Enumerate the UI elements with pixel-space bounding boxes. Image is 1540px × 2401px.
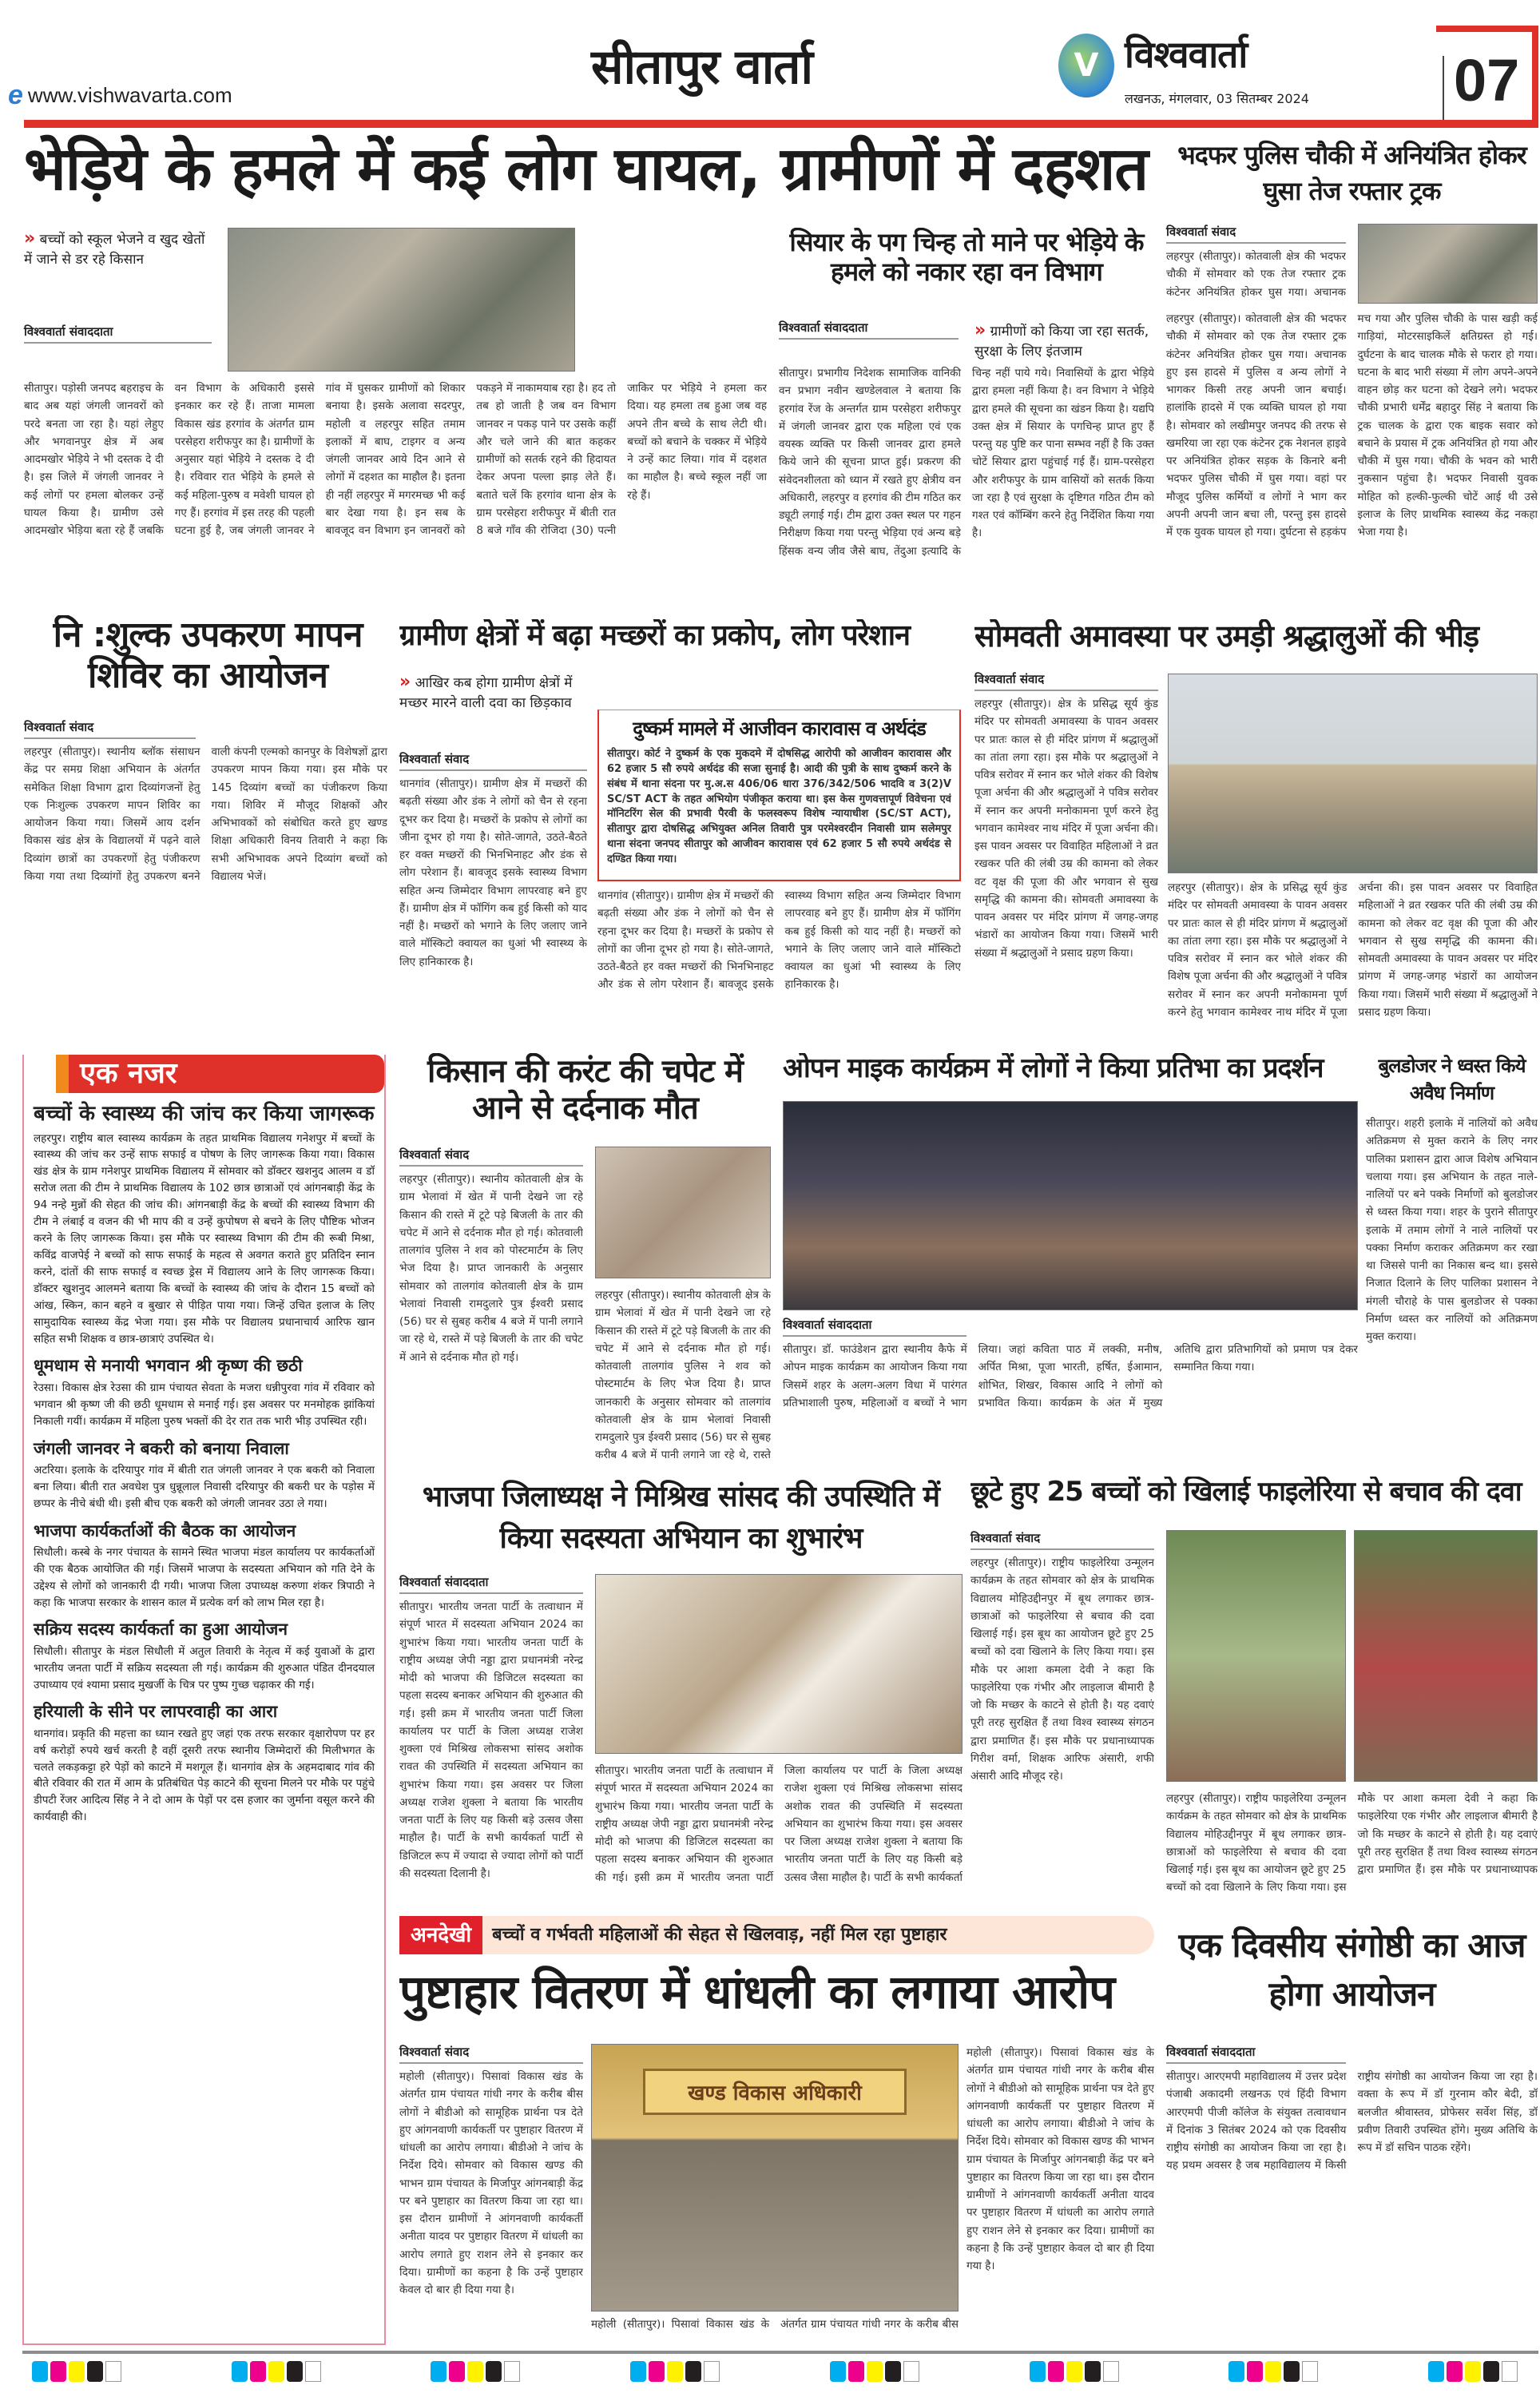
camp-headline: नि :शुल्क उपकरण मापन शिविर का आयोजन (53, 615, 363, 696)
color-bar (1428, 2361, 1518, 2382)
court-box (597, 710, 961, 881)
andekhi-label: अनदेखी (399, 1916, 482, 1954)
seminar-headline: एक दिवसीय संगोष्ठी का आज होगा आयोजन (1178, 1926, 1526, 2013)
truck-article (1166, 224, 1538, 603)
farmer-body-continued: लहरपुर (सीतापुर)। स्थानीय कोतवाली क्षेत्र के ग्राम भेलावां में खेत में पानी देखने जा रहे किसान की रास्ते में टूटे पड़े बिजली के तार की चपेट में आने से दर्दनाक मौत हो गई। कोतवाली तालगांव पुलिस ने शव को पोस्टमार्टम के लिए भेज दिया है। प्राप्त जानकारी के अनुसार सोमवार को तालगांव कोतवाली क्षेत्र के ग्राम भेलावां निवासी रामदुलारे पुत्र ईश्वरी प्रसाद (56) घर से सुबह करीब 4 बजे में पानी लगाने जा रहे थे, रास्ते (595, 1289, 771, 1462)
ek-nazar-item (34, 1701, 375, 1826)
byline: विश्ववार्ता संवाद (399, 1147, 583, 1167)
color-bar (1228, 2361, 1318, 2382)
item-headline: जंगली जानवर ने बकरी को बनाया निवाला (34, 1438, 289, 1458)
color-bar (232, 2361, 321, 2382)
office-sign: खण्ड विकास अधिकारी (643, 2069, 907, 2115)
andekhi-band (399, 1916, 1154, 1954)
wolf-photo (228, 228, 575, 372)
brand-name: विश्ववार्ता (1125, 33, 1248, 76)
openmic-photo (783, 1101, 1358, 1310)
mosquito-body-continued: थानगांव (सीतापुर)। ग्रामीण क्षेत्र में मच्छरों की बढ़ती संख्या और डंक ने लोगों को चैन से रहना दूभर कर दिया है। मच्छरों के प्रकोप से लोगों का जीना दूभर हो गया है। सोते-जागते, उठते-बैठते हर वक्त मच्छरों की भिनभिनाहट और डंक से लोग परेशान हैं। बावजूद इसके स्वास्थ्य विभाग सहित अन्य जिम्मेदार विभाग लापरवाह बने हुए हैं। ग्रामीण क्षेत्र में फॉगिंग कब हुई किसी को याद नहीं है। मच्छरों को भगाने के लिए जलाए जाने वाले मॉस्किटो क्वायल का धुआं भी स्वास्थ्य के लिए हानिकारक है। (597, 889, 961, 992)
farmer-headline: किसान की करंट की चपेट में आने से दर्दनाक मौत (427, 1053, 743, 1127)
color-bar (431, 2361, 520, 2382)
nutrition-headline: पुष्टाहार वितरण में धांधली का लगाया आरोप (399, 1966, 1115, 2019)
camp-article (24, 719, 387, 1031)
filaria-body: लहरपुर (सीतापुर)। राष्ट्रीय फाइलेरिया उन्मूलन कार्यक्रम के तहत सोमवार को क्षेत्र के प्राथमिक विद्यालय मोहिउद्दीनपुर में बूथ लगाकर छात्र-छात्राओं को फाइलेरिया से बचाव की दवा खिलाई गई। इस बूथ का आयोजन छूटे हुए 25 बच्चों को दवा खिलाने के लिए किया गया। इस मौके पर आशा कमला देवी ने कहा कि फाइलेरिया एक गंभीर और लाइलाज बीमारी है जो कि मच्छर के काटने से होती है। यह दवाएं पूरी तरह सुरक्षित हैं तथा विश्व स्वास्थ्य संगठन द्वारा प्रमाणित हैं। इस मौके पर प्रधानाध्यापक गिरीश वर्मा, शिक्षक आरिफ अंसारी, शफी अंसारी आदि मौजूद रहे। (970, 1556, 1154, 1783)
byline: विश्ववार्ता संवाद (24, 719, 196, 739)
ek-nazar-item (34, 1521, 375, 1612)
page-number: 07 (1454, 47, 1520, 113)
nutrition-body: महोली (सीतापुर)। पिसावां विकास खंड के अंतर्गत ग्राम पंचायत गांधी नगर के करीब बीस लोगों ने बीडीओ को सामूहिक प्रार्थना पत्र देते हुए आंगनवाणी कार्यकर्ती पर पुष्टाहार वितरण में धांधली का आरोप लगाया। बीडीओ ने जांच के निर्देश दिये। सोमवार को विकास खण्ड की भाभन ग्राम पंचायत के मिर्जापुर आंगनबाड़ी केंद्र पर बने पुष्टाहार का वितरण किया जा रहा था। इस दौरान ग्रामीणों ने आंगनवाणी कार्यकर्ती अनीता यादव पर पुष्टाहार वितरण में धांधली का आरोप लगाते हुए राशन लेने से इनकार कर दिया। ग्रामीणों का कहना है कि उन्हें पुष्टाहार केवल दो बार ही दिया गया है। (399, 2070, 583, 2297)
amavasya-article (974, 671, 1158, 1031)
nutrition-body-continued: महोली (सीतापुर)। पिसावां विकास खंड के अंतर्गत ग्राम पंचायत गांधी नगर के करीब बीस लोगों ने बीडीओ को सामूहिक प्रार्थना पत्र देते हुए आंगनवाणी कार्यकर्ती पर पुष्टाहार वितरण में धांधली का आरोप लगाया। बीडीओ ने जांच के निर्देश दिये। सोमवार को विकास खण्ड की भाभन ग्राम पंचायत के मिर्जापुर आंगनबाड़ी केंद्र पर बने पुष्टाहार का वितरण किया जा रहा था। इस दौरान ग्रामीणों ने आंगनवाणी कार्यकर्ती अनीता यादव पर पुष्टाहार वितरण में धांधली का आरोप लगाते हुए राशन लेने से इनकार कर दिया। ग्रामीणों का कहना है कि उन्हें पुष्टाहार केवल दो बार ही दिया गया है। (966, 2046, 1154, 2273)
amavasya-body-continued: लहरपुर (सीतापुर)। क्षेत्र के प्रसिद्ध सूर्य कुंड मंदिर पर सोमवती अमावस्या के पावन अवसर पर प्रातः काल से ही मंदिर प्रांगण में श्रद्धालुओं का तांता लगा रहा। इस मौके पर श्रद्धालुओं ने पवित्र सरोवर में स्नान कर भोले शंकर की विशेष पूजा अर्चना की और श्रद्धालुओं ने पवित्र सरोवर में स्नान कर अपनी मनोकामना पूर्ण करने हेतु भगवान कामेश्वर नाथ मंदिर में पूजा अर्चना की। इस पावन अवसर पर विवाहित महिलाओं ने व्रत रखकर पति की लंबी उम्र की कामना को लेकर वट वृक्ष की पूजा की और भगवान से सुख समृद्धि की कामना की। सोमवती अमावस्या के पावन अवसर पर मंदिर प्रांगण में जगह-जगह भंडारों का आयोजन किया गया। जिसमें भारी संख्या में श्रद्धालुओं ने प्रसाद ग्रहण किया। (1168, 881, 1538, 1019)
item-body: लहरपुर। राष्ट्रीय बाल स्वास्थ्य कार्यक्रम के तहत प्राथमिक विद्यालय गनेशपुर में बच्चों के स्वास्थ्य की जांच कर उन्हें साफ सफाई व पोषण के लिए जागरूक किया गया। विकास खंड क्षेत्र के ग्राम गनेशपुर प्राथमिक विद्यालय में सोमवार को डॉक्टर खशनुद आलम व डॉ सरोज लता की टीम ने प्राथमिक विद्यालय के 102 छात्र छात्राओं एवं आंगनबाड़ी केंद्र के 94 नन्हे मुन्नों की सेहत की जांच की। आंगनबाड़ी केंद्र के बच्चों की स्वास्थ्य विभाग की टीम ने लंबाई व वजन की भी माप की व उन्हें कुपोषण से बचने के लिए पौष्टिक भोजन करने के लिए जागरूक किया। इस मौके पर स्वास्थ्य विभाग की टीम की रूबी मिश्रा, कविंद्र वाजपेई ने बच्चों को साफ सफाई के महत्व से अवगत कराते हुए प्रतिदिन स्नान करने, दांतों की साफ सफाई व स्वच्छ ड्रेस में विद्यालय आने के लिए जागरूक किया। डॉक्टर खुशनुद आलमने बताया कि बच्चों के स्वास्थ्य की जांच के दौरान 15 बच्चों को आंख, स्किन, कान बहने व बुखार से पीड़ित पाया गया। जिन्हें उचित इलाज के लिए सामुदायिक स्वास्थ्य केंद्र भेजा गया। इस मौके पर विद्यालय प्रधानाचार्य आरिफ खान सहित सभी शिक्षक व छात्र-छात्राएं उपस्थित थे। (34, 1131, 375, 1346)
page-divider (1443, 56, 1444, 124)
mosquito-headline: ग्रामीण क्षेत्रों में बढ़ा मच्छरों का प्रकोप, लोग परेशान (399, 619, 911, 652)
item-body: सिधौली। सीतापुर के मंडल सिधौली में अतुल तिवारी के नेतृत्व में कई युवाओं के द्वारा भारतीय जनता पार्टी में सक्रिय सदस्यता ली गई। कार्यक्रम की शुरुआत पंडित दीनदयाल उपाध्याय एवं श्यामा प्रसाद मुखर्जी के चित्र पर पुष्प गुच्छ चढ़ाकर की गई। (34, 1644, 375, 1691)
browser-e-icon: e (8, 80, 23, 110)
ek-nazar-item (34, 1438, 375, 1513)
mosquito-article (399, 751, 587, 1031)
ek-nazar-box (22, 1055, 386, 2345)
wolf-article (24, 228, 767, 603)
filaria-photo-2 (1354, 1530, 1538, 1782)
nutrition-article (399, 2044, 1154, 2343)
bjp-body: सीतापुर। भारतीय जनता पार्टी के तत्वाधान में संपूर्ण भारत में सदस्यता अभियान 2024 का शुभारंभ किया गया। भारतीय जनता पार्टी के राष्ट्रीय अध्यक्ष जेपी नड्डा द्वारा प्रधानमंत्री नरेन्द्र मोदी को भाजपा की डिजिटल सदस्यता का पहला सदस्य बनाकर अभियान की शुरुआत की गई। इसी क्रम में भारतीय जनता पार्टी जिला कार्यालय पर पार्टी के जिला अध्यक्ष राजेश शुक्ला एवं मिश्रिख लोकसभा सांसद अशोक रावत की उपस्थिति में सदस्यता अभियान का शुभारंभ किया गया। इस अवसर पर जिला अध्यक्ष राजेश शुक्ला ने बताया कि भारतीय जनता पार्टी के लिए यह किसी बड़े उत्सव जैसा माहौल है। पार्टी के सभी कार्यकर्ता पार्टी से डिजिटल रूप में ज्यादा से ज्यादा लोगों को पार्टी की सदस्यता दिलानी है। (399, 1600, 583, 1880)
item-body: थानगांव। प्रकृति की महत्ता का ध्यान रखते हुए जहां एक तरफ सरकार वृक्षारोपण पर हर वर्ष करोड़ों रुपये खर्च करती है वहीं दूसरी तरफ स्थानीय जिम्मेदारों की मिलीभगत के चलते लकड़कट्टा हरे पेड़ों को काटने में मशगूल हैं। थानगांव क्षेत्र के अहमदाबाद गांव की बीते रविवार की रात में आम के प्रतिबंधित पेड़ काटने की सूचना मिलने पर मौके पर पहुंचे डीपटी रेंजर आदित्य सिंह ने ने दो आम के पेड़ों पर दस हजार का जुर्माना वसूल करने की कार्यवाही की। (34, 1727, 375, 1824)
camp-body: लहरपुर (सीतापुर)। स्थानीय ब्लॉक संसाधन केंद्र पर समग्र शिक्षा अभियान के अंतर्गत समेकित शिक्षा विभाग द्वारा दिव्यांगजनों हेतु एक निःशुल्क उपकरण मापन शिविर का आयोजन किया गया। जिसमें आय दर्शन विकास खंड क्षेत्र के विद्यालयों में पढ़ने वाले दिव्यांग छात्रों का उपकरणों हेतु पंजीकरण किया गया तथा दिव्यांगों हेतु उपकरण बनने वाली कंपनी एल्मको कानपुर के विशेषज्ञों द्वारा उपकरण मापन किया गया। इस मौके पर 145 दिव्यांग बच्चों का पंजीकरण किया गया। शिविर में मौजूद शिक्षकों और अभिभावकों को संबोधित करते हुए खण्ड शिक्षा अधिकारी विनय तिवारी ने कहा कि सभी अभिभावक अपने दिव्यांग बच्चों को विद्यालय भेजें। (24, 745, 387, 883)
ek-nazar-item (34, 1355, 375, 1429)
wolf-kicker: » बच्चों को स्कूल भेजने व खुद खेतों में जाने से डर रहे किसान (24, 229, 205, 268)
openmic-body: सीतापुर। डॉ. फाउंडेशन द्वारा स्थानीय कैफे में ओपन माइक कार्यक्रम का आयोजन किया गया जिसमें शहर के अलग-अलग विधा में पारंगत प्रतिभाशाली पुरुष, महिलाओं व बच्चों ने भाग लिया। जहां कविता पाठ में लक्की, मनीष, अर्पित मिश्रा, पूजा भारती, हर्षित, ईआमान, शोभित, शिखर, विकास आदि ने लोगों को प्रभावित किया। कार्यक्रम के अंत में मुख्य अतिथि द्वारा प्रतिभागियों को प्रमाण पत्र देकर सम्मानित किया गया। (783, 1343, 1358, 1409)
byline: विश्ववार्ता संवाददाता (24, 324, 212, 344)
dateline: लखनऊ, मंगलवार, 03 सितम्बर 2024 (1125, 91, 1309, 106)
byline: विश्ववार्ता संवाद (399, 2044, 583, 2064)
item-headline: हरियाली के सीने पर लापरवाही का आरा (34, 1702, 278, 1722)
mosquito-kicker: » आखिर कब होगा ग्रामीण क्षेत्रों में मच्छर मारने वाली दवा का छिड़काव (399, 672, 573, 711)
item-headline: बच्चों के स्वास्थ्य की जांच कर किया जागरूक (34, 1102, 375, 1126)
nutrition-body-continued: महोली (सीतापुर)। पिसावां विकास खंड के अंतर्गत ग्राम पंचायत गांधी नगर के करीब बीस (591, 2318, 959, 2331)
byline: विश्ववार्ता संवाद (970, 1530, 1154, 1550)
bulldozer-body: सीतापुर। शहरी इलाके में नालियों को अवैध अतिक्रमण से मुक्त कराने के लिए नगर पालिका प्रशासन द्वारा आज विशेष अभियान चलाया गया। इस अभियान के तहत नाले-नालियों पर बने पक्के निर्माणों को बुलडोजर से ध्वस्त किया गया। शहर के पुराने सीतापुर इलाके में तमाम लोगों ने नाले नालियों पर पक्का निर्माण कराकर अतिक्रमण कर रखा था जिससे पानी का निकास बन्द था। इससे निजात दिलाने के लिए पालिका प्रशासन ने मंगली चौराहे के पास बुलडोजर से पक्का निर्माण ध्वस्त कर नालियों को अतिक्रमण मुक्त कराया। (1366, 1117, 1538, 1344)
item-headline: सक्रिय सदस्य कार्यकर्ता का हुआ आयोजन (34, 1620, 288, 1640)
quote-mark-icon: » (974, 320, 986, 340)
bulldozer-headline: बुलडोजर ने ध्वस्त किये अवैध निर्माण (1378, 1055, 1526, 1104)
jackal-headline: सियार के पग चिन्ह तो माने पर भेड़िये के हमले को नकार रहा वन विभाग (789, 228, 1144, 287)
bjp-article (399, 1574, 963, 1902)
byline: विश्ववार्ता संवाद (974, 671, 1158, 691)
masthead (0, 0, 1540, 132)
truck-photo (1358, 224, 1538, 304)
quote-mark-icon: » (399, 672, 411, 692)
truck-body: लहरपुर (सीतापुर)। कोतवाली क्षेत्र की भदफर चौकी में सोमवार को एक तेज रफ्तार ट्रक कंटेनर अनियंत्रित होकर घुस गया। अचानक हुए इस हादसे में पुलिस व अन्य लोगों ने भागकर किसी तरह अपनी जान बचाई। हालांकि हादसे में एक व्यक्ति घायल हो गया है। सोमवार को लखीमपुर जनपद की तरफ से खमरिया जा रहा एक कंटेनर ट्रक नेशनल हाइवे पर अनियंत्रित होकर सड़क के किनारे बनी भदफर पुलिस चौकी में घुस गया। वहां पर मौजूद पुलिस कर्मियों व लोगों ने भाग कर अपनी अपनी जान बचा ली, परन्तु इस हादसे में एक युवक घायल हो गया। दुर्घटना से हड़कंप मच गया और पुलिस चौकी के पास खड़ी कई गाड़ियां, मोटरसाइकिलें क्षतिग्रस्त हो गई। दुर्घटना के बाद चालक मौके से फरार हो गया। घटना के बाद भारी संख्या में लोग अपने-अपने वाहन छोड़ कर घटना को देखने लगे। भदफर चौकी प्रभारी धर्मेंद्र बहादुर सिंह ने बताया कि ट्रक चालक के द्वारा एक बाइक सवार को बचाने के प्रयास में ट्रक अनियंत्रित हो गया और चौकी में घुस गया। चौकी के भवन को भारी नुकसान पहुंचा है। भदफर निवासी युवक मोहित को हल्की-फुल्की चोटें आई थी उसे इलाज के लिए प्राथमिक स्वास्थ्य केंद्र नकहा भेजा गया है। (1166, 312, 1538, 539)
bjp-body-continued: सीतापुर। भारतीय जनता पार्टी के तत्वाधान में संपूर्ण भारत में सदस्यता अभियान 2024 का शुभारंभ किया गया। भारतीय जनता पार्टी के राष्ट्रीय अध्यक्ष जेपी नड्डा द्वारा प्रधानमंत्री नरेन्द्र मोदी को भाजपा की डिजिटल सदस्यता का पहला सदस्य बनाकर अभियान की शुरुआत की गई। इसी क्रम में भारतीय जनता पार्टी जिला कार्यालय पर पार्टी के जिला अध्यक्ष राजेश शुक्ला एवं मिश्रिख लोकसभा सांसद अशोक रावत की उपस्थिति में सदस्यता अभियान का शुभारंभ किया गया। इस अवसर पर जिला अध्यक्ष राजेश शुक्ला ने बताया कि भारतीय जनता पार्टी के लिए यह किसी बड़े उत्सव जैसा माहौल है। पार्टी के सभी कार्यकर्ता (595, 1764, 963, 1884)
page-number-box (1436, 26, 1538, 128)
item-headline: भाजपा कार्यकर्ताओं की बैठक का आयोजन (34, 1521, 296, 1540)
ek-nazar-item (34, 1619, 375, 1693)
byline: विश्ववार्ता संवाददाता (783, 1317, 966, 1337)
registration-marks (32, 2361, 1518, 2382)
temple-photo (1168, 674, 1538, 873)
wolf-body: सीतापुर। पड़ोसी जनपद बहराइच के बाद अब यहां जंगली जानवरों को परदे बनता जा रहा है। यहां लेहुए और भगवानपुर क्षेत्र में अब आदमखोर भेड़िये ने भी दस्तक दे दी है। इस जिले में जंगली जानवर ने कई लोगों पर हमला बोलकर उन्हें घायल किया है। ग्रामीण उसे आदमखोर भेड़िया बता रहे हैं जबकि वन विभाग के अधिकारी इससे इनकार कर रहे हैं। ताजा मामला विकास खंड हरगांव के अंतर्गत ग्राम परसेहरा शरीफपुर का है। ग्रामीणों के अनुसार यहां भेड़िये ने दस्तक दे दी है। रविवार रात भेड़िये के हमले से कई महिला-पुरुष व मवेशी घायल हो गए हैं। हरगांव में इस तरह की पहली घटना हुई है, जब जंगली जानवर ने गांव में घुसकर ग्रामीणों को शिकार बनाया है। इसके अलावा सदरपुर, महोली व लहरपुर सहित तमाम इलाकों में बाघ, टाइगर व अन्य जंगली जानवर आये दिन आने से लोगों में दहशत का माहौल है। इतना ही नहीं लहरपुर में मगरमच्छ भी कई बार देखा गया है। इन सब के बावजूद वन विभाग इन जानवरों को पकड़ने में नाकामयाब रहा है। हद तो तब हो जाती है जब वन विभाग जानवर न पकड़ पाने पर उसके कहीं और चले जाने की बात कहकर ग्रामीणों को सतर्क रहने की हिदायत देकर अपना पल्ला झाड़ लेते हैं। बताते चलें कि हरगांव थाना क्षेत्र के ग्राम परसेहरा शरीफपुर में बीती रात 8 बजे गाँव की रोजिदा (30) पत्नी जाकिर पर भेड़िये ने हमला कर दिया। यह हमला तब हुआ जब वह अपने तीन बच्चे के साथ लेटी थी। बच्चों को बचाने के चक्कर में भेड़िये ने उन्हें काट लिया। गांव में दहशत का माहौल है। बच्चे स्कूल नहीं जा रहे हैं। (24, 382, 767, 538)
byline: विश्ववार्ता संवाददाता (399, 1574, 583, 1594)
bjp-headline: भाजपा जिलाध्यक्ष ने मिश्रिख सांसद की उपस्थिति में किया सदस्यता अभियान का शुभारंभ (422, 1481, 940, 1556)
color-bar (630, 2361, 720, 2382)
farmer-photo (595, 1147, 771, 1278)
filaria-article (970, 1530, 1538, 1902)
byline: विश्ववार्ता संवाददाता (1166, 2044, 1346, 2064)
filaria-photo-1 (1166, 1530, 1346, 1782)
wolf-byline-wrap (24, 324, 212, 348)
nutrition-photo (591, 2044, 959, 2312)
section-title: सीतापुर वार्ता (591, 39, 812, 95)
item-body: सिधौली। कस्बे के नगर पंचायत के सामने स्थित भाजपा मंडल कार्यालय पर कार्यकर्ताओं की एक बैठक आयोजित की गई। जिसमें भाजपा के सदस्यता अभियान को गति देने के उद्देश्य से लोगों को जानकारी दी गयी। भाजपा जिला उपाध्यक्ष करुणा शंकर त्रिपाठी ने कहा कि भाजपा सरकार के शासन काल में प्रत्येक वर्ग को लाभ मिल रहा है। (34, 1545, 375, 1609)
court-body: सीतापुर। कोर्ट ने दुष्कर्म के एक मुकदमे में दोषसिद्ध आरोपी को आजीवन कारावास और 62 हजार 5 सौ रुपये अर्थदंड की सजा सुनाई है। आदी की पुत्री के साथ दुष्कर्म करने के संबंध में थाना संदना पर मु.अ.स 406/06 धारा 376/342/506 भादवि व 3(2)V SC/ST ACT के तहत अभियोग पंजीकृत कराया था। इस केस गुणवत्तापूर्ण विवेचना एवं मॉनिटरिंग सेल की प्रभावी पैरवी के फलस्वरूप विशेष न्यायाधीश (SC/ST ACT), सीतापुर द्वारा दोषसिद्ध अभियुक्त अनिल तिवारी पुत्र परमेश्वरदीन निवासी ग्राम सलेमपुर थाना संदना जनपद सीतापुर को आजीवन कारावास एवं 62 हजार 5 सौ रुपये अर्थदंड से दण्डित किया गया। (607, 748, 951, 865)
amavasya-body: लहरपुर (सीतापुर)। क्षेत्र के प्रसिद्ध सूर्य कुंड मंदिर पर सोमवती अमावस्या के पावन अवसर पर प्रातः काल से ही मंदिर प्रांगण में श्रद्धालुओं का तांता लगा रहा। इस मौके पर श्रद्धालुओं ने पवित्र सरोवर में स्नान कर भोले शंकर की विशेष पूजा अर्चना की और श्रद्धालुओं ने पवित्र सरोवर में स्नान कर अपनी मनोकामना पूर्ण करने हेतु भगवान कामेश्वर नाथ मंदिर में पूजा अर्चना की। इस पावन अवसर पर विवाहित महिलाओं ने व्रत रखकर पति की लंबी उम्र की कामना को लेकर वट वृक्ष की पूजा की और भगवान से सुख समृद्धि की कामना की। सोमवती अमावस्या के पावन अवसर पर मंदिर प्रांगण में जगह-जगह भंडारों का आयोजन किया गया। जिसमें भारी संख्या में श्रद्धालुओं ने प्रसाद ग्रहण किया। (974, 698, 1158, 960)
ek-nazar-item (34, 1101, 375, 1347)
byline: विश्ववार्ता संवाददाता (779, 320, 959, 340)
color-bar (830, 2361, 919, 2382)
item-body: रेउसा। विकास क्षेत्र रेउसा की ग्राम पंचायत सेवता के मजरा धन्नीपुरवा गांव में रविवार को भगवान श्री कृष्ण जी की छठी धूमधाम से मनाई गई। इस अवसर पर मनमोहक झांकियां निकाली गयीं। कार्यक्रम में महिला पुरुष भक्तों की देर रात तक भारी भीड़ उपस्थित रही। (34, 1381, 375, 1428)
filaria-body-continued: लहरपुर (सीतापुर)। राष्ट्रीय फाइलेरिया उन्मूलन कार्यक्रम के तहत सोमवार को क्षेत्र के प्राथमिक विद्यालय मोहिउद्दीनपुर में बूथ लगाकर छात्र-छात्राओं को फाइलेरिया से बचाव की दवा खिलाई गई। इस बूथ का आयोजन छूटे हुए 25 बच्चों को दवा खिलाने के लिए किया गया। इस मौके पर आशा कमला देवी ने कहा कि फाइलेरिया एक गंभीर और लाइलाज बीमारी है जो कि मच्छर के काटने से होती है। यह दवाएं पूरी तरह सुरक्षित हैं तथा विश्व स्वास्थ्य संगठन द्वारा प्रमाणित हैं। इस मौके पर प्रधानाध्यापक (1166, 1792, 1538, 1894)
byline: विश्ववार्ता संवाद (399, 751, 587, 771)
jackal-body: सीतापुर। प्रभागीय निदेशक सामाजिक वानिकी वन प्रभाग नवीन खण्डेलवाल ने बताया कि हरगांव रेंज के अन्तर्गत ग्राम परसेहरा शरीफपुर में जंगली जानवर द्वारा एक महिला एवं एक वयस्क व्यक्ति पर किसी जानवर द्वारा हमले किये जाने की सूचना प्राप्त हुई। प्रकरण की संवेदनशीलता को ध्यान में रखते हुए क्षेत्रीय वन अधिकारी, लहरपुर व हरगांव की टीम गठित कर ड्यूटी लगाई गई। टीम द्वारा उक्त स्थल पर गहन निरीक्षण किया गया परन्तु भेड़िया एवं अन्य बड़े हिंसक वन्य जीव जैसे बाघ, तेंदुआ इत्यादि के चिन्ह नहीं पाये गये। निवासियों के द्वारा भेड़िये द्वारा हमला नहीं किया है। वन विभाग ने भेड़िये द्वारा हमले की सूचना का खंडन किया है। यद्यपि उक्त क्षेत्र में सियार के पगचिन्ह प्राप्त हुए हैं परन्तु यह पुष्टि कर पाना सम्भव नहीं है कि उक्त चोटें सियार द्वारा पहुंचाई गई हैं। ग्राम-परसेहरा और शरीफपुर के ग्राम वासियों को सतर्क किया जा रहा है एवं सुरक्षा के दृष्टिगत गठित टीम को गश्त एवं कॉम्बिंग करने हेतु निर्देशित किया गया है। (779, 367, 1154, 558)
item-body: अटरिया। इलाके के दरियापुर गांव में बीती रात जंगली जानवर ने एक बकरी को निवाला बना लिया। बीती रात अवधेश पुत्र धुन्नूलाल निवासी दरियापुर की बकरी घर के पड़ोस में छप्पर के नीचे बंधी थी। इसी बीच एक बकरी को जंगली जानवर उठा ले गया। (34, 1463, 375, 1510)
brand-logo-icon: V (1058, 34, 1114, 97)
andekhi-text: बच्चों व गर्भवती महिलाओं की सेहत से खिलवाड़, नहीं मिल रहा पुष्टाहार (492, 1925, 947, 1945)
openmic-article (783, 1317, 1358, 1462)
mosquito-body: थानगांव (सीतापुर)। ग्रामीण क्षेत्र में मच्छरों की बढ़ती संख्या और डंक ने लोगों को चैन से रहना दूभर कर दिया है। मच्छरों के प्रकोप से लोगों का जीना दूभर हो गया है। सोते-जागते, उठते-बैठते हर वक्त मच्छरों की भिनभिनाहट और डंक से लोग परेशान हैं। बावजूद इसके स्वास्थ्य विभाग सहित अन्य जिम्मेदार विभाग लापरवाह बने हुए हैं। ग्रामीण क्षेत्र में फॉगिंग कब हुई किसी को याद नहीं है। मच्छरों को भगाने के लिए जलाए जाने वाले मॉस्किटो क्वायल का धुआं भी स्वास्थ्य के लिए हानिकारक है। (399, 777, 587, 968)
bjp-photo (595, 1574, 963, 1754)
website-link[interactable]: e www.vishwavarta.com (8, 80, 232, 110)
seminar-body: सीतापुर। आरएमपी महाविद्यालय में उत्तर प्रदेश पंजाबी अकादमी लखनऊ एवं हिंदी विभाग आरएमपी पीजी कॉलेज के संयुक्त तत्वावधान में दिनांक 3 सितंबर 2024 को एक दिवसीय राष्ट्रीय संगोष्ठी का आयोजन किया जा रहा है। यह प्रथम अवसर है जब महाविद्यालय में किसी राष्ट्रीय संगोष्ठी का आयोजन किया जा रहा है। वक्ता के रूप में डॉ गुरनाम कौर बेदी, डॉ बलजीत श्रीवास्तव, प्रोफेसर सर्वेश सिंह, डॉ प्रवीण तिवारी उपस्थित होंगे। मुख्य अतिथि के रूप में डॉ सचिन पाठक रहेंगे। (1166, 2070, 1538, 2172)
court-headline: दुष्कर्म मामले में आजीवन कारावास व अर्थदंड (633, 718, 926, 740)
farmer-body: लहरपुर (सीतापुर)। स्थानीय कोतवाली क्षेत्र के ग्राम भेलावां में खेत में पानी देखने जा रहे किसान की रास्ते में टूटे पड़े बिजली के तार की चपेट में आने से दर्दनाक मौत हो गई। कोतवाली तालगांव पुलिस ने शव को पोस्टमार्टम के लिए भेज दिया है। प्राप्त जानकारी के अनुसार सोमवार को तालगांव कोतवाली क्षेत्र के ग्राम भेलावां निवासी रामदुलारे पुत्र ईश्वरी प्रसाद (56) घर से सुबह करीब 4 बजे में पानी लगाने जा रहे थे, रास्ते में पड़े बिजली के तार की चपेट में आने से दर्दनाक मौत हो गई। (399, 1173, 583, 1364)
amavasya-headline: सोमवती अमावस्या पर उमड़ी श्रद्धालुओं की भीड़ (974, 619, 1479, 654)
openmic-headline: ओपन माइक कार्यक्रम में लोगों ने किया प्रतिभा का प्रदर्शन (783, 1053, 1324, 1084)
jackal-kicker: » ग्रामीणों को किया जा रहा सतर्क, सुरक्षा के लिए इंतजाम (974, 320, 1154, 360)
quote-mark-icon: » (24, 229, 36, 248)
item-headline: धूमधाम से मनायी भगवान श्री कृष्ण की छठी (34, 1356, 303, 1376)
jackal-article (779, 320, 1154, 603)
footer-rule (22, 2351, 1538, 2354)
farmer-article (399, 1147, 771, 1462)
truck-body-lead: लहरपुर (सीतापुर)। कोतवाली क्षेत्र की भदफर चौकी में सोमवार को एक तेज रफ्तार ट्रक कंटेनर अनियंत्रित होकर घुस गया। अचानक (1166, 250, 1346, 299)
header-rule (24, 120, 1534, 128)
ek-nazar-title: एक नजर (56, 1055, 384, 1093)
color-bar (32, 2361, 121, 2382)
color-bar (1030, 2361, 1119, 2382)
seminar-article (1166, 2044, 1538, 2343)
truck-headline: भदफर पुलिस चौकी में अनियंत्रित होकर घुसा तेज रफ्तार ट्रक (1177, 140, 1526, 206)
filaria-headline: छूटे हुए 25 बच्चों को खिलाई फाइलेरिया से बचाव की दवा (970, 1477, 1522, 1508)
byline: विश्ववार्ता संवाद (1166, 224, 1346, 244)
lead-headline: भेड़िये के हमले में कई लोग घायल, ग्रामीणों में दहशत (24, 134, 1149, 204)
